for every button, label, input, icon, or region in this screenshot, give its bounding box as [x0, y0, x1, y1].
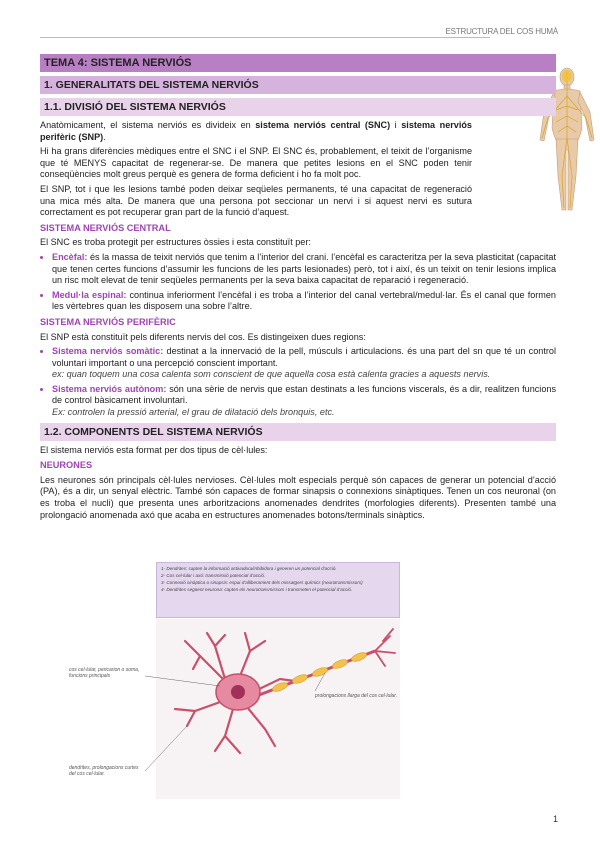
snp-list [40, 346, 556, 419]
snc-heading: SISTEMA NERVIÓS CENTRAL [40, 222, 171, 233]
components-intro: El sistema nerviós esta format per dos tipus de cèl·lules: [40, 444, 268, 455]
subsection-title: 1.2. COMPONENTS DEL SISTEMA NERVIÓS [40, 423, 556, 441]
neuron-figure [69, 561, 405, 801]
list-item: • Encèfal: és la massa de teixit nerviós que tenim a l’interior del crani. l’encèfal es caracteritza per la seva plasticitat (capacitat que tenen certes funcions d’assumir les funcions de les parts lesionades) però, tot i així, és un teixit on tenir lesions implica un risc molt elevat de tenir seqüeles permanents per la seva baixa capacitat de reparació i regeneració. [52, 252, 556, 287]
section-title: 1. GENERALITATS DEL SISTEMA NERVIÓS [40, 76, 556, 94]
division-text [40, 120, 472, 219]
header-rule [40, 37, 490, 38]
running-header: ESTRUCTURA DEL COS HUMÀ [445, 27, 558, 36]
neurones-paragraph: Les neurones són principals cèl·lules nervioses. Cèl·lules molt especials perquè són capaces de generar un potencial d’acció (PA), és a dir, un senyal elèctric. També són capaces de formar sinapsis o connexions sinàptiques. Tenen un cos neuronal (on es troba el nucli) que presenta unes arboritzacions anomenades dendrites (morfologies diferents). Presenten també una prolongació anomenada axó que acaba en estructures anomenades botons/terminals sinàptics. [40, 474, 556, 520]
axon-label: prolongacions llarga del cos cel·lular. [315, 693, 398, 699]
subsection-title: 1.1. DIVISIÓ DEL SISTEMA NERVIÓS [40, 98, 556, 116]
legend-line: 2- Cos cel·lular i axó: transmissió potencial d’acció. [161, 573, 266, 578]
example-text: ex: quan toquem una cosa calenta som conscient de que aquella cosa està calenta gracies a aquests nervis. [52, 369, 491, 380]
snc-intro: El SNC es troba protegit per estructures òssies i esta constituït per: [40, 237, 311, 248]
dendrites-label: dendrites, prolongacions curtes del cos cel·lular. [69, 765, 139, 777]
division-paragraph-3: El SNP, tot i que les lesions també poden deixar seqüeles permanents, té una capacitat de regeneració una mica més alta. De manera que una persona pot seccionar un nervi i si aquest nervi es sutura correctament es pot recuperar gran part de la funció d’aquest. [40, 183, 472, 218]
division-paragraph-2: Hi ha grans diferències mèdiques entre el SNC i el SNP. El SNC és, probablement, el teixit de l’organisme que té MENYS capacitat de regenerar-se. De manera que petites lesions en el SNC poden tenir conseqüències molt greus perquè es genera de forma deficient i ho fa molt poc. [40, 146, 472, 180]
snp-intro: El SNP està constituït pels diferents nervis del cos. Es distingeixen dues regions: [40, 331, 366, 342]
page-number: 1 [552, 814, 558, 824]
soma-label: cos cel·lular, pericarion o soma, funcions principals [69, 667, 140, 679]
page-content [40, 54, 556, 524]
legend-line: 1- Dendrites: capten la informació activadora/inhibidora i generen un potencial d’acció. [161, 566, 337, 571]
list-item: • Sistema nerviós somàtic: destinat a la innervació de la pell, músculs i articulacions. és una part del sn que té un control voluntari important o una percepció conscient important. ex: quan toquem una cosa calenta som conscient de que aquella cosa està calenta gracies a aquests nervis. [52, 346, 556, 381]
neurones-heading: NEURONES [40, 460, 93, 471]
snp-heading: SISTEMA NERVIÓS PERIFÈRIC [40, 316, 176, 327]
example-text: Ex: controlen la pressió arterial, el grau de dilatació dels bronquis, etc. [52, 407, 335, 418]
list-item: • Sistema nerviós autònom: són una sèrie de nervis que estan destinats a les funcions viscerals, és a dir, realitzen funcions de control bàsicament involuntari. Ex: controlen la pressió arterial, el grau de dilatació dels bronquis, etc. [52, 384, 556, 419]
brain-mark [562, 70, 572, 82]
legend-line: 4- Dendrites següent neurona: capten els neurotransmissors i transmeten el potencial d’acció. [161, 587, 353, 592]
division-paragraph-1: Anatòmicament, el sistema nerviós es divideix en sistema nerviós central (SNC) i sistema nerviós perifèric (SNP). [40, 120, 472, 142]
legend-line: 3- Connexió sinàptica o sinapsis: espai d’alliberament dels missatgers químics (neurotransmissors) [161, 580, 363, 585]
list-item: • Medul·la espinal: continua inferiorment l’encèfal i es troba a l’interior del canal vertebral/medul·lar. És el canal que formen les vèrtebres quan les disposem una sobre l’altre. [52, 290, 556, 313]
snc-list [40, 252, 556, 313]
chapter-title: TEMA 4: SISTEMA NERVIÓS [40, 54, 556, 72]
